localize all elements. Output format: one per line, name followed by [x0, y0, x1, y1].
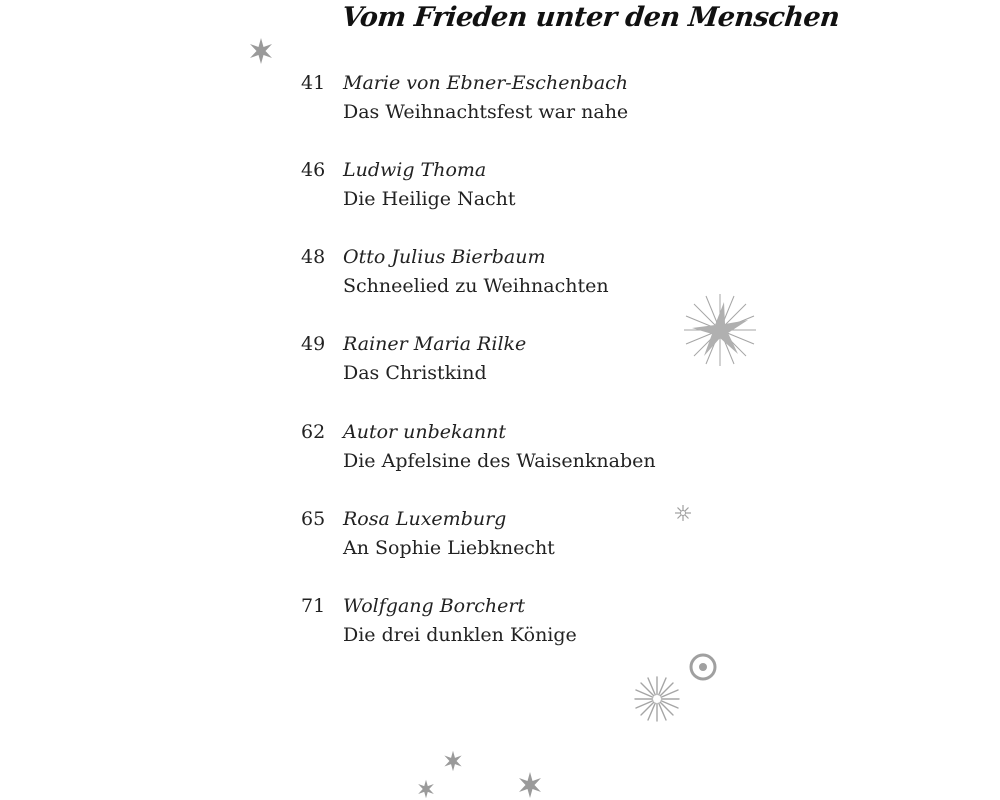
starburst-icon — [682, 292, 758, 368]
page-number: 65 — [301, 508, 326, 530]
toc-entry — [0, 332, 1000, 402]
section-title: Vom Frieden unter den Menschen — [340, 2, 841, 33]
page-number: 46 — [301, 159, 326, 181]
author-name: Wolfgang Borchert — [343, 595, 526, 617]
author-name: Rosa Luxemburg — [343, 508, 507, 530]
target-circle-icon — [688, 652, 718, 682]
page-number: 62 — [301, 421, 326, 443]
story-title: Schneelied zu Weihnachten — [343, 275, 609, 297]
author-name: Marie von Ebner-Eschenbach — [343, 72, 629, 94]
toc-entry — [0, 594, 1000, 664]
page-number: 48 — [301, 246, 326, 268]
story-title: Die Apfelsine des Waisenknaben — [343, 450, 656, 472]
toc-entry — [0, 245, 1000, 315]
author-name: Otto Julius Bierbaum — [343, 246, 546, 268]
story-title: Das Christkind — [343, 362, 487, 384]
star-icon — [416, 779, 436, 799]
page-number: 71 — [301, 595, 326, 617]
story-title: Die drei dunklen Könige — [343, 624, 577, 646]
star-icon — [247, 37, 275, 65]
page-number: 41 — [301, 72, 326, 94]
page-number: 49 — [301, 333, 326, 355]
star-icon — [442, 750, 464, 772]
story-title: Das Weihnachtsfest war nahe — [343, 101, 629, 123]
story-title: An Sophie Liebknecht — [343, 537, 555, 559]
toc-entry — [0, 507, 1000, 577]
toc-entry — [0, 420, 1000, 490]
firework-icon — [632, 674, 682, 724]
toc-entry — [0, 71, 1000, 141]
toc-entry — [0, 158, 1000, 228]
sparkle-icon — [674, 504, 692, 522]
author-name: Ludwig Thoma — [343, 159, 487, 181]
author-name: Rainer Maria Rilke — [343, 333, 527, 355]
story-title: Die Heilige Nacht — [343, 188, 516, 210]
author-name: Autor unbekannt — [343, 421, 506, 443]
star-icon — [516, 771, 544, 799]
